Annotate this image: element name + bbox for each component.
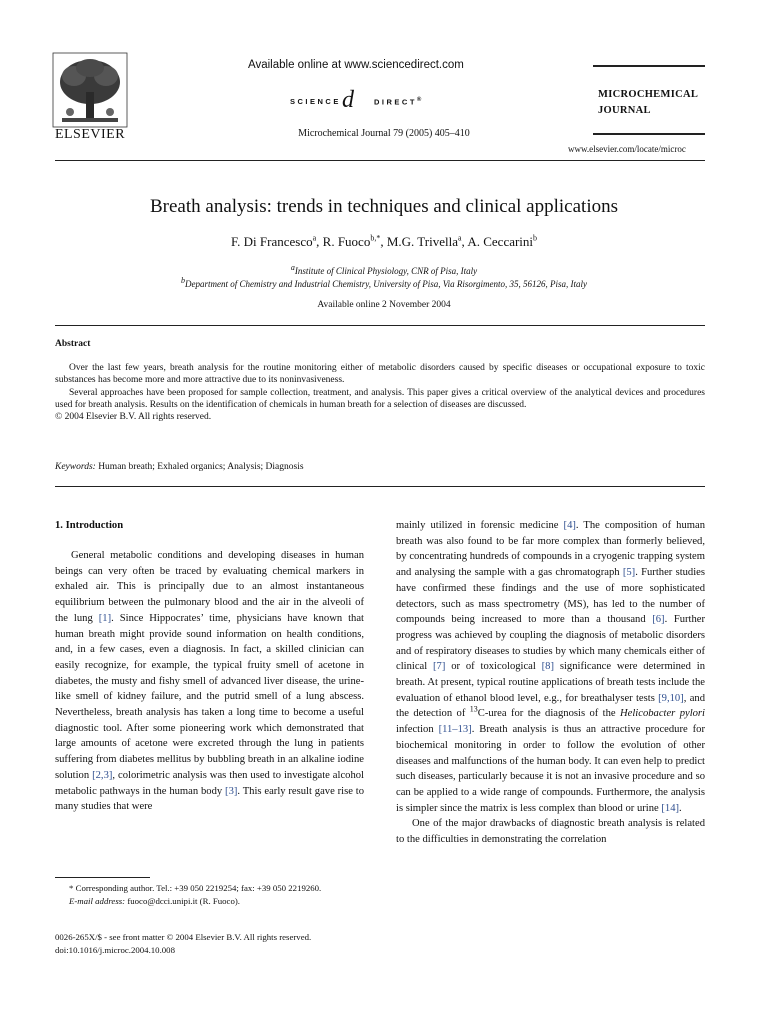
sd-direct-text: DIRECT®: [374, 97, 424, 107]
abstract-copyright: © 2004 Elsevier B.V. All rights reserved.: [55, 412, 212, 423]
abstract-divider-bottom: [55, 486, 705, 487]
citation-link[interactable]: [6]: [652, 614, 665, 626]
citation-link[interactable]: [14]: [661, 802, 680, 814]
citation-link[interactable]: [3]: [225, 785, 238, 797]
author-affiliation-mark: b: [533, 233, 538, 243]
sd-science-text: SCIENCE: [290, 97, 341, 106]
citation-link[interactable]: [1]: [98, 612, 112, 624]
intro-paragraph-continued: mainly utilized in forensic medicine [4]. The composition of human breath was also found to be far more complex than formerly believed, by concentrating hundreds of compounds in a cryogenic trapping system and analysing the sample with a gas chromatograph [5]. Further studies have confirmed these findings and the use of more sophisticated detectors, such as mass spectrometry (MS), has led to the number of compounds being increased to more than a thousand [6]. Further progress was achieved by coupling the diagnosis of metabolic disorders and of respiratory diseases to studies by which many chemicals either of clinical [7] or of toxicological [8] significance were determined in breath. At present, typical routine applications of breath tests include the evaluation of ethanol blood level, e.g., for breathalyser tests [9,10], and the detection of $^{13}$C-urea for the diagnosis of the Helicobacter pylori infection [11–13]. Breath analysis is thus an attractive procedure for biochemical monitoring in order to follow the evolution of other diseases and malfunctions of the human body. It can even help to predict such diseases, particularly because it is not an invasive procedure and so can be applied to a wide range of compounds. Furthermore, the analysis is simpler since the matrix is less complex than blood or urine [14].: [396, 520, 706, 814]
abstract-paragraph: Over the last few years, breath analysis for the routine monitoring either of metabolic disorders caused by specific diseases or occupational exposure to toxic substances has become more and more attractive due to its noninvasiveness.: [55, 363, 705, 386]
journal-name-rule-bottom: [593, 133, 705, 135]
issn-line: 0026-265X/$ - see front matter © 2004 Elsevier B.V. All rights reserved.: [55, 932, 312, 942]
citation-link[interactable]: [7]: [433, 661, 446, 673]
citation-link[interactable]: [11–13]: [438, 724, 472, 736]
journal-name-line1: MICROCHEMICAL: [598, 89, 699, 100]
keywords-list: Human breath; Exhaled organics; Analysis; Diagnosis: [98, 462, 304, 472]
abstract-paragraph: Several approaches have been proposed for sample collection, treatment, and analysis. This paper gives a critical overview of the analytical devices and procedures used for breath analysis. Results on the identification of chemicals in human breath for a selection of diseases are discussed.: [55, 387, 705, 410]
citation-link[interactable]: [2,3]: [92, 769, 113, 781]
affiliation-b: $^b$Department of Chemistry and Industrial Chemistry, University of Pisa, Via Risorgimento, 35, 56126, Pisa, Italy: [181, 276, 587, 289]
keywords: [55, 462, 705, 472]
author-name: F. Di Francesco: [230, 234, 313, 249]
citation-link[interactable]: [5]: [622, 567, 636, 579]
author-affiliation-mark: a: [457, 233, 462, 243]
abstract-divider-top: [55, 325, 705, 326]
article-title: Breath analysis: trends in techniques and clinical applications: [149, 196, 618, 217]
intro-paragraph: General metabolic conditions and developing diseases in human beings can very often be traced by evaluating chemical markers in exhaled air. This is principally due to an almost instantaneous equilibrium between the pulmonary blood and the air in the alveoli of the lung [1]. Since Hippocrates’ time, physicians have known that human breath might provide sound information on health conditions, and, in a few cases, even a diagnosis. In fact, a skilled clinician can easily recognize, for example, the typical fruity smell of acetone in diabetes, the musty and fishy smell of advanced liver disease, the urine-like smell of kidney failure, and the putrid smell of a lung abscess. Nevertheless, breath analysis has taken a long time to become a useful diagnostic tool. After some pioneering work which demonstrated that large amounts of acetone were excreted through the lung in patients suffering from diabetes mellitus by bubbling breath in an alkaline iodine solution [2,3], colorimetric analysis was then used to investigate alcohol metabolic pathways in the human body [3]. This early result gave rise to many studies that were: [55, 550, 365, 813]
citation-link[interactable]: [4]: [563, 520, 576, 531]
footnote-rule: [55, 877, 150, 878]
author-name: A. Ceccarini: [467, 234, 534, 249]
author-name: R. Fuoco: [322, 234, 371, 249]
sd-d-glyph: d: [342, 87, 354, 113]
journal-name: [598, 87, 698, 119]
left-column: [55, 548, 364, 815]
abstract-body: [55, 362, 705, 423]
corresponding-author-footnote: [55, 882, 364, 907]
intro-paragraph: One of the major drawbacks of diagnostic breath analysis is related to the difficulties in demonstrating the correlation: [396, 818, 705, 846]
citation-link[interactable]: [9,10]: [658, 692, 684, 704]
doi-line[interactable]: doi:10.1016/j.microc.2004.10.008: [55, 944, 175, 955]
affiliation-a: $^a$Institute of Clinical Physiology, CNR of Pisa, Italy: [290, 263, 478, 276]
footnote-email: E-mail address: fuoco@dcci.unipi.it (R. Fuoco).: [69, 895, 240, 906]
section-heading: 1. Introduction: [55, 520, 124, 531]
journal-citation: Microchemical Journal 79 (2005) 405–410: [298, 128, 470, 139]
available-online-date: Available online 2 November 2004: [317, 300, 451, 310]
citation-link[interactable]: [8]: [541, 661, 555, 673]
footnote-contact: * Corresponding author. Tel.: +39 050 2219254; fax: +39 050 2219260.: [69, 883, 322, 893]
sd-registered-mark: ®: [416, 97, 424, 103]
keywords-label: Keywords:: [55, 462, 96, 472]
issn-doi: [55, 931, 364, 956]
journal-name-rule-top: [593, 65, 705, 67]
author-affiliation-mark: b,*: [370, 233, 381, 243]
author-name: M.G. Trivella: [386, 234, 458, 249]
journal-name-line2: JOURNAL: [598, 105, 651, 116]
journal-url[interactable]: www.elsevier.com/locate/microc: [568, 144, 686, 154]
available-online-notice[interactable]: Available online at www.sciencedirect.com: [248, 59, 464, 71]
header-divider: [55, 160, 705, 161]
abstract-heading: Abstract: [55, 339, 91, 349]
right-column: [396, 518, 705, 848]
author-affiliation-mark: a: [312, 233, 317, 243]
author-list: F. Di Francesco$^a$, R. Fuoco$^{b,*}$, M.G. Trivella$^a$, A. Ceccarini$^b$: [230, 233, 538, 249]
publisher-name: ELSEVIER: [54, 127, 126, 142]
sciencedirect-logo: [290, 87, 440, 113]
